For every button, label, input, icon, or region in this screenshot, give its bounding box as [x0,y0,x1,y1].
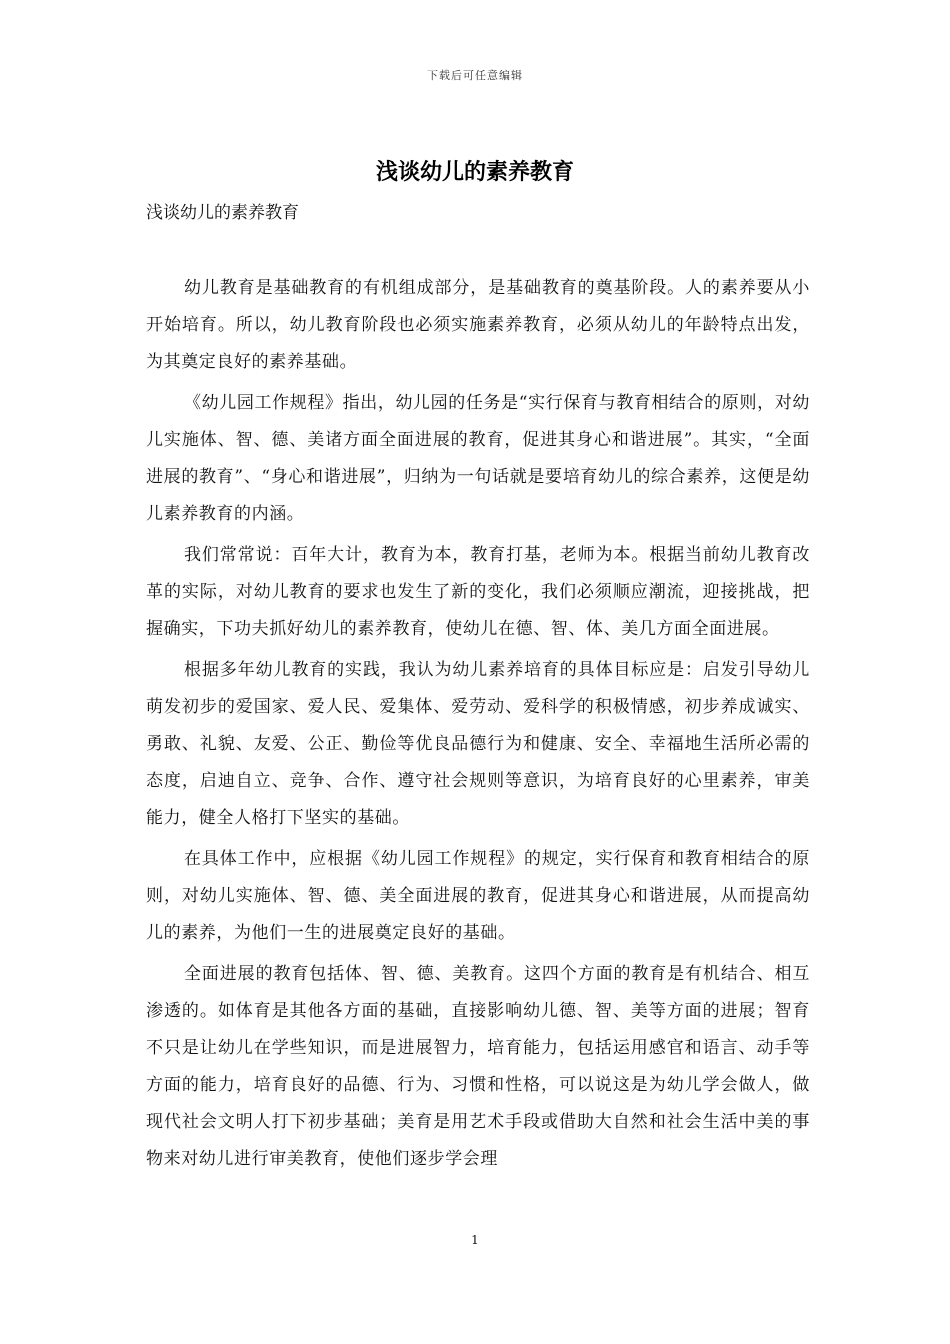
paragraph: 全面进展的教育包括体、智、德、美教育。这四个方面的教育是有机结合、相互渗透的。如体育是其他各方面的基础，直接影响幼儿德、智、美等方面的进展；智育不只是让幼儿在学些知识，而是进展智力，培育能力，包括运用感官和语言、动手等方面的能力，培育良好的品德、行为、习惯和性格，可以说这是为幼儿学会做人，做现代社会文明人打下初步基础；美育是用艺术手段或借助大自然和社会生活中美的事物来对幼儿进行审美教育，使他们逐步学会理 [146,964,810,1169]
paragraph: 在具体工作中，应根据《幼儿园工作规程》的规定，实行保育和教育相结合的原则，对幼儿实施体、智、德、美全面进展的教育，促进其身心和谐进展，从而提高幼儿的素养，为他们一生的进展奠定良好的基础。 [146,849,810,943]
document-subtitle: 浅谈幼儿的素养教育 [146,203,299,223]
paragraph: 我们常常说：百年大计，教育为本，教育打基，老师为本。根据当前幼儿教育改革的实际，对幼儿教育的要求也发生了新的变化，我们必须顺应潮流，迎接挑战，把握确实，下功夫抓好幼儿的素养教育，使幼儿在德、智、体、美几方面全面进展。 [146,545,810,639]
page-number: 1 [471,1233,479,1247]
document-body [146,270,810,1182]
document-title: 浅谈幼儿的素养教育 [375,160,574,185]
paragraph: 《幼儿园工作规程》指出，幼儿园的任务是“实行保育与教育相结合的原则，对幼儿实施体、智、德、美诸方面全面进展的教育，促进其身心和谐进展”。其实，“全面进展的教育”、“身心和谐进展”，归纳为一句话就是要培育幼儿的综合素养，这便是幼儿素养教育的内涵。 [146,393,810,524]
header-note: 下载后可任意编辑 [427,69,523,82]
paragraph: 幼儿教育是基础教育的有机组成部分，是基础教育的奠基阶段。人的素养要从小开始培育。所以，幼儿教育阶段也必须实施素养教育，必须从幼儿的年龄特点出发，为其奠定良好的素养基础。 [146,278,810,372]
paragraph: 根据多年幼儿教育的实践，我认为幼儿素养培育的具体目标应是：启发引导幼儿萌发初步的爱国家、爱人民、爱集体、爱劳动、爱科学的积极情感，初步养成诚实、勇敢、礼貌、友爱、公正、勤俭等优良品德行为和健康、安全、幸福地生活所必需的态度，启迪自立、竞争、合作、遵守社会规则等意识，为培育良好的心里素养，审美能力，健全人格打下坚实的基础。 [146,660,810,828]
